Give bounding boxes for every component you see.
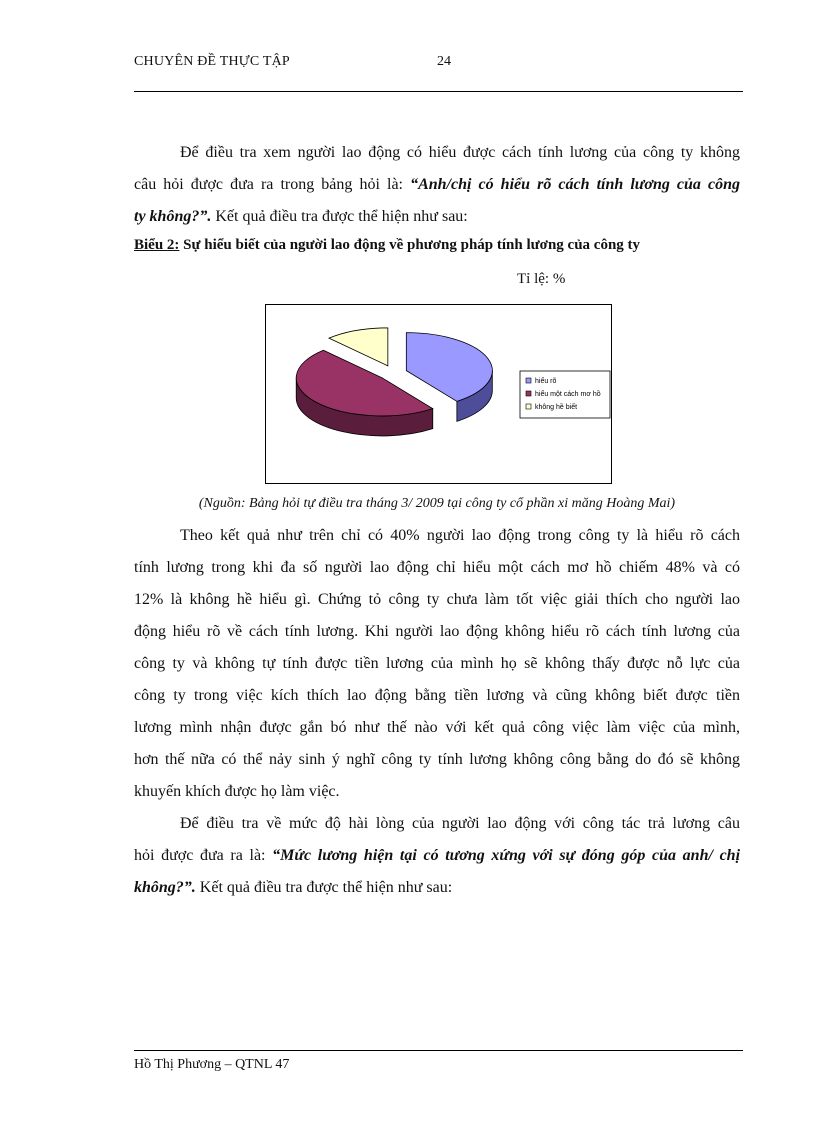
analysis-line: 12% là không hề hiểu gì. Chứng tỏ công ty chưa làm tốt việc giải thích cho người lao <box>134 591 740 608</box>
survey-question-1-end: ty không?”. <box>134 208 212 225</box>
second-line-3 <box>134 872 740 904</box>
second-line-1: Để điều tra về mức độ hài lòng của người lao động với công tác trả lương câu <box>180 815 740 832</box>
analysis-line: tính lương trong khi đa số người lao động chỉ hiểu một cách mơ hồ chiếm 48% và có <box>134 559 740 576</box>
analysis-line: công ty trong việc kích thích lao động bằng tiền lương và cũng không biết được tiền <box>134 687 740 704</box>
legend-label: hiểu rõ <box>535 378 557 385</box>
analysis-line: hơn thế nữa có thể nảy sinh ý nghĩ công ty tính lương không công bằng do đó sẽ không <box>134 751 740 768</box>
analysis-line: động hiểu rõ về cách tính lương. Khi người lao động không hiểu rõ cách tính lương của <box>134 623 740 640</box>
survey-question-2-end: không?”. <box>134 879 196 896</box>
figure-source: (Nguồn: Bảng hỏi tự điều tra tháng 3/ 2009 tại công ty cổ phần xi măng Hoàng Mai) <box>198 496 676 511</box>
figure-caption <box>134 237 640 254</box>
pie-slice <box>406 333 492 402</box>
header-rule <box>134 91 743 92</box>
second-line-2-text: hỏi được đưa ra là: <box>134 847 273 864</box>
figure-title: Sự hiểu biết của người lao động về phương pháp tính lương của công ty <box>179 237 641 253</box>
intro-paragraph <box>134 137 740 233</box>
footer-author: Hồ Thị Phương – QTNL 47 <box>134 1057 290 1072</box>
second-line-3-text: Kết quả điều tra được thể hiện như sau: <box>195 879 453 896</box>
survey-question-2: “Mức lương hiện tại có tương xứng với sự đóng góp của anh/ chị <box>272 847 741 864</box>
analysis-line: lương mình nhận được gắn bó như thế nào với kết quả công việc làm việc của mình, <box>134 719 740 736</box>
legend-swatch <box>526 404 531 409</box>
legend-swatch <box>526 378 531 383</box>
figure-label: Biểu 2: <box>134 237 180 253</box>
survey-question-1: “Anh/chị có hiểu rõ cách tính lương của công <box>410 176 740 193</box>
chart-legend <box>520 371 610 418</box>
analysis-line: công ty và không tự tính được tiền lương của mình họ sẽ không thấy được nỗ lực của <box>134 655 740 672</box>
second-line-2 <box>134 840 740 872</box>
analysis-line: Theo kết quả như trên chỉ có 40% người lao động trong công ty là hiểu rõ cách <box>180 527 740 544</box>
pie-chart <box>266 305 611 483</box>
legend-label: hiểu một cách mơ hồ <box>535 391 601 398</box>
figure-unit: Tỉ lệ: % <box>517 271 566 287</box>
header-title: CHUYÊN ĐỀ THỰC TẬP <box>134 54 290 69</box>
legend-label: không hề biết <box>535 404 578 411</box>
intro-line-1: Để điều tra xem người lao động có hiểu được cách tính lương của công ty không <box>180 144 740 161</box>
intro-line-3-text: Kết quả điều tra được thể hiện như sau: <box>211 208 468 225</box>
page-number: 24 <box>437 54 451 69</box>
intro-line-2-text: câu hỏi được đưa ra trong bảng hỏi là: <box>134 176 411 193</box>
intro-line-2 <box>134 169 740 201</box>
pie-slices <box>296 328 492 436</box>
footer-rule <box>134 1050 743 1051</box>
legend-swatch <box>526 391 531 396</box>
analysis-paragraph <box>134 520 740 808</box>
second-survey-paragraph <box>134 808 740 904</box>
analysis-line: khuyến khích được họ làm việc. <box>134 783 340 800</box>
pie-chart-frame <box>265 304 612 484</box>
intro-line-3 <box>134 201 740 233</box>
